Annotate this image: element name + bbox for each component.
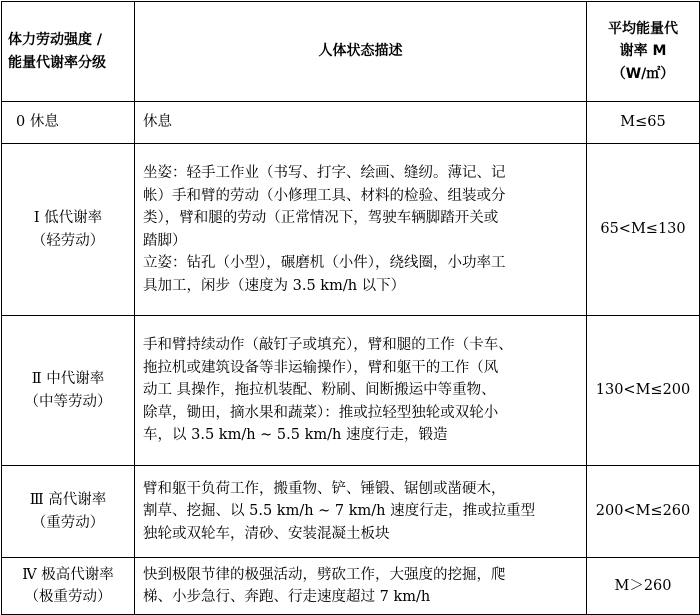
- header-desc: 人体状态描述: [135, 2, 587, 102]
- desc-line: 具加工，闲步（速度为 3.5 km/h 以下）: [143, 277, 406, 294]
- desc-line: 梯、小步急行、奔跑、行走速度超过 7 km/h: [143, 589, 431, 605]
- rate-cell: 65<M≤130: [587, 144, 700, 316]
- grade-sublabel: （轻劳动）: [31, 232, 105, 249]
- header-grade-line1: 体力劳动强度 /: [8, 32, 102, 48]
- desc-line: 车，以 3.5 km/h ~ 5.5 km/h 速度行走，锻造: [143, 427, 448, 444]
- grade-cell: [2, 316, 135, 466]
- desc-line: 帐）手和臂的劳动（小修理工具、材料的检验、组装或分: [143, 187, 506, 204]
- rate-cell: 130<M≤200: [587, 316, 700, 466]
- grade-sublabel: （重劳动）: [31, 514, 105, 531]
- header-rate-line1: 平均能量代: [608, 20, 678, 37]
- grade-label: Ⅲ 高代谢率: [29, 492, 107, 508]
- desc-line: 动工 具操作，拖拉机装配、粉刷、间断搬运中等重物、: [143, 382, 496, 399]
- desc-cell: [135, 316, 587, 466]
- header-grade-line2: 能量代谢率分级: [8, 54, 106, 71]
- desc-line: 除草，锄田，摘水果和蔬菜）：推或拉轻型独轮或双轮小: [143, 404, 499, 421]
- table-row: [2, 466, 700, 558]
- header-rate: [587, 2, 700, 102]
- desc-line: 坐姿：轻手工作业（书写、打字、绘画、缝纫。薄记、记: [143, 165, 506, 181]
- desc-line: 拖拉机或建筑设备等非运输操作），臂和躯干的工作（风: [143, 359, 499, 376]
- table-row: [2, 558, 700, 615]
- header-row: [2, 2, 700, 102]
- rate-cell: M＞260: [587, 558, 700, 615]
- rate-cell: 200<M≤260: [587, 466, 700, 558]
- grade-cell: [2, 558, 135, 615]
- desc-cell: [135, 102, 587, 144]
- desc-line: 手和臂持续动作（敲钉子或填充），臂和腿的工作（卡车、: [143, 337, 513, 354]
- metabolic-rate-table: [1, 1, 700, 615]
- table-row: [2, 316, 700, 466]
- grade-sublabel: （中等劳动）: [24, 393, 112, 410]
- header-rate-line3: （W/㎡）: [611, 65, 675, 82]
- grade-label: Ⅱ 中代谢率: [31, 371, 105, 387]
- desc-line: 休息: [143, 114, 172, 131]
- header-rate-line2: 谢率 M: [619, 43, 667, 60]
- desc-line: 独轮或双轮车，清砂、安装混凝土板块: [143, 525, 390, 542]
- desc-line: 立姿：钻孔（小型），碾磨机（小件），绕线圈，小功率工: [143, 255, 506, 271]
- grade-cell: [2, 466, 135, 558]
- table-row: [2, 102, 700, 144]
- rate-cell: M≤65: [587, 102, 700, 144]
- grade-label: 0 休息: [16, 114, 59, 131]
- desc-line: 臂和躯干负荷工作，搬重物、铲、锤锻、锯刨或凿硬木，: [143, 480, 506, 497]
- desc-cell: [135, 558, 587, 615]
- header-grade: [2, 2, 135, 102]
- grade-label: Ⅳ 极高代谢率: [22, 566, 114, 583]
- desc-line: 割草、挖掘、以 5.5 km/h ~ 7 km/h 速度行走，推或拉重型: [143, 503, 536, 520]
- desc-line: 类），臂和腿的劳动（正常情况下，驾驶车辆脚踏开关或: [143, 210, 499, 226]
- desc-cell: [135, 466, 587, 558]
- grade-cell: [2, 102, 135, 144]
- grade-sublabel: （极重劳动）: [24, 589, 112, 605]
- grade-label: Ⅰ 低代谢率: [33, 210, 103, 226]
- grade-cell: [2, 144, 135, 316]
- desc-cell: [135, 144, 587, 316]
- desc-line: 踏脚）: [143, 232, 187, 249]
- table-row: [2, 144, 700, 316]
- desc-line: 快到极限节律的极强活动，劈砍工作，大强度的挖掘，爬: [143, 566, 506, 583]
